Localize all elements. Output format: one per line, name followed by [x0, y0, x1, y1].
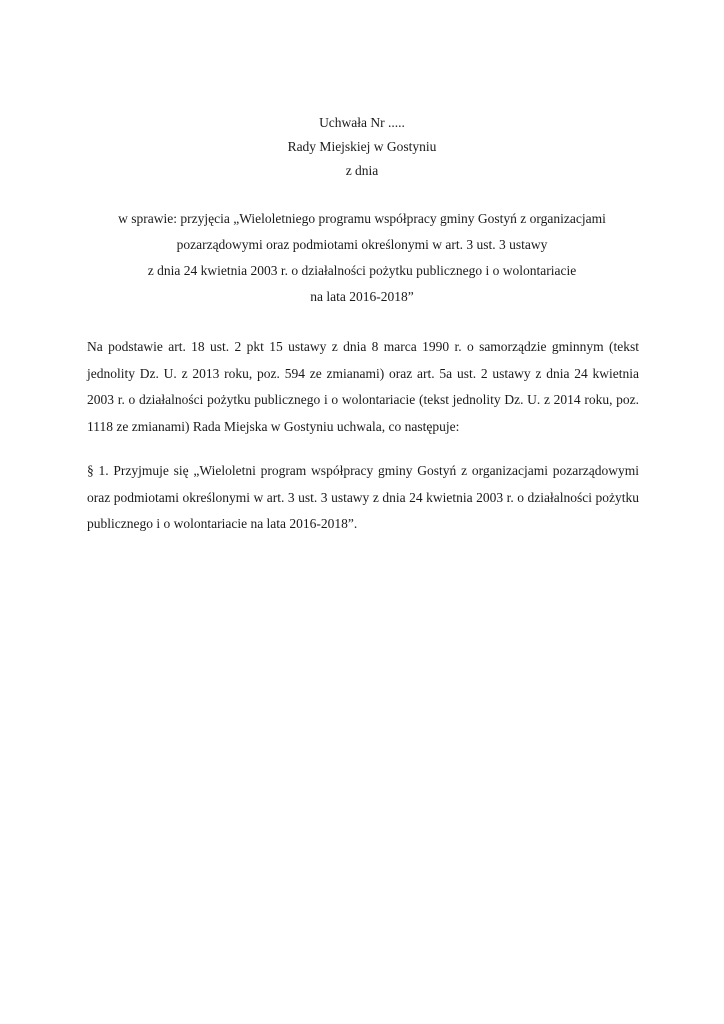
- resolution-subject: [0, 206, 724, 310]
- council-name: Rady Miejskiej w Gostyniu: [287, 139, 437, 154]
- resolution-date: z dnia: [345, 163, 379, 178]
- legal-basis-paragraph: Na podstawie art. 18 ust. 2 pkt 15 ustawy z dnia 8 marca 1990 r. o samorządzie gminnym (tekst jednolity Dz. U. z 2013 roku, poz. 594 ze zmianami) oraz art. 5a ust. 2 ustawy z dnia 24 kwietnia 2003 r. o działalności pożytku publicznego i o wolontariacie (tekst jednolity Dz. U. z 2014 roku, poz. 1118 ze zmianami) Rada Miejska w Gostyniu uchwala, co następuje:: [87, 339, 639, 434]
- subject-line-4: na lata 2016-2018”: [310, 289, 414, 304]
- resolution-header: [0, 111, 724, 183]
- subject-line-2: pozarządowymi oraz podmiotami określonymi w art. 3 ust. 3 ustawy: [176, 237, 548, 252]
- section-1-paragraph: § 1. Przyjmuje się „Wieloletni program współpracy gminy Gostyń z organizacjami pozarządowymi oraz podmiotami określonymi w art. 3 ust. 3 ustawy z dnia 24 kwietnia 2003 r. o działalności pożytku publicznego i o wolontariacie na lata 2016-2018”.: [87, 463, 639, 531]
- subject-line-3: z dnia 24 kwietnia 2003 r. o działalności pożytku publicznego i o wolontariacie: [147, 263, 577, 278]
- resolution-title: Uchwała Nr .....: [319, 115, 405, 130]
- subject-line-1: w sprawie: przyjęcia „Wieloletniego programu współpracy gminy Gostyń z organizacjami: [118, 211, 606, 226]
